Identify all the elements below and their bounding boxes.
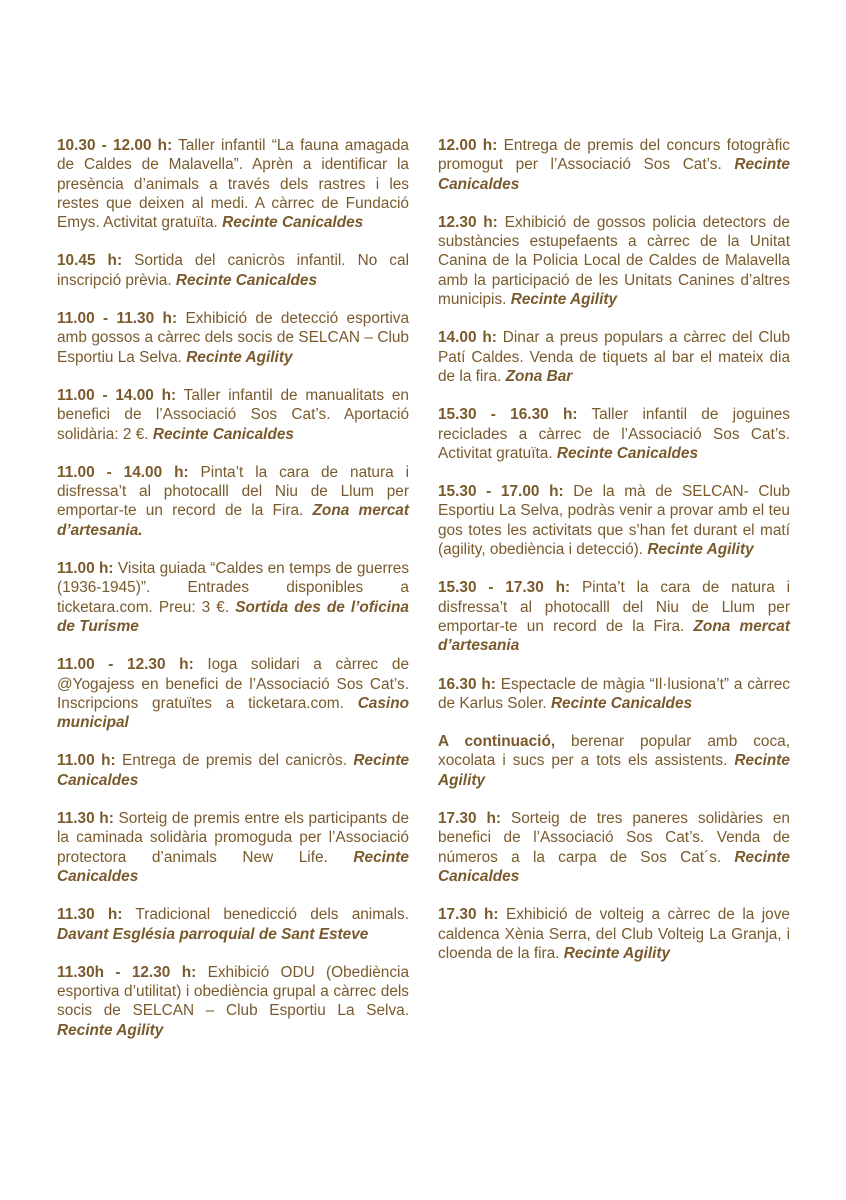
entry-description: Entrega de premis del concurs fotogràfic promogut per l’Associació Sos Cat’s. (438, 137, 790, 174)
entry-location: Recinte Agility (438, 752, 790, 789)
schedule-entry (57, 905, 409, 944)
entry-time: A continuació, (438, 733, 556, 751)
entry-description: Taller infantil de manualitats en benefici de l’Associació Sos Cat’s. Aportació solidària: 2 €. (57, 386, 409, 443)
entry-description: Espectacle de màgia “Il·lusiona’t” a càrrec de Karlus Soler. (438, 675, 790, 712)
schedule-entry (57, 463, 409, 540)
entry-time: 11.30 h: (57, 906, 123, 924)
entry-description: Exhibició de detecció esportiva amb gossos a càrrec dels socis de SELCAN – Club Esportiu La Selva. (57, 310, 410, 366)
entry-description: Sorteig de tres paneres solidàries en benefici de l’Associació Sos Cat’s. Venda de números a la carpa de Sos Cat´s. (438, 810, 790, 866)
entry-time: 11.30 h: (57, 810, 114, 828)
schedule-entry (438, 136, 790, 194)
entry-location: Davant Església parroquial de Sant Esteve (57, 925, 369, 943)
schedule-entry (438, 809, 790, 886)
entry-description: berenar popular amb coca, xocolata i sucs per a tots els assistents. (438, 733, 790, 770)
entry-description: Tradicional benedicció dels animals. (122, 906, 410, 924)
schedule-entry (438, 732, 790, 790)
entry-location: Sortida des de l’oficina de Turisme (57, 598, 409, 635)
entry-location: Recinte Canicaldes (438, 156, 790, 193)
entry-description: De la mà de SELCAN- Club Esportiu La Selva, podràs venir a provar amb el teu gos totes les activitats que s’han fet durant el matí (agility, obediència i detecció). (438, 483, 791, 559)
schedule-entry (438, 213, 790, 309)
entry-location: Zona mercat d’artesania. (57, 502, 409, 539)
entry-location: Recinte Canicaldes (550, 694, 693, 712)
entry-location: Recinte Agility (510, 291, 618, 309)
entry-time: 15.30 - 16.30 h: (438, 406, 578, 424)
right-column (438, 136, 790, 982)
entry-time: 16.30 h: (438, 675, 496, 693)
entry-location: Recinte Canicaldes (222, 214, 364, 232)
left-column (57, 136, 409, 1059)
entry-time: 11.00 h: (57, 560, 114, 578)
entry-location: Zona Bar (505, 367, 573, 385)
entry-time: 11.00 h: (57, 752, 116, 770)
entry-description: Ioga solidari a càrrec de @Yogajess en benefici de l’Associació Sos Cat’s. Inscripcions gratuïtes a ticketara.com. (57, 656, 409, 712)
entry-description: Entrega de premis del canicròs. (115, 752, 354, 770)
schedule-entry (57, 251, 409, 290)
entry-time: 11.00 - 11.30 h: (57, 310, 178, 328)
entry-location: Recinte Canicaldes (57, 752, 410, 789)
entry-time: 10.45 h: (57, 252, 123, 270)
entry-location: Recinte Canicaldes (438, 848, 790, 885)
entry-location: Recinte Agility (57, 1021, 164, 1039)
entry-location: Recinte Canicaldes (152, 425, 294, 443)
entry-location: Recinte Canicaldes (175, 271, 318, 289)
entry-description: Pinta’t la cara de natura i disfressa’t al photocalll del Niu de Llum per emportar-te un record de la Fira. (438, 579, 791, 635)
entry-description: Sortida del canicròs infantil. No cal inscripció prèvia. (57, 252, 409, 289)
entry-description: Sorteig de premis entre els participants de la caminada solidària promoguda per l’Associació protectora d’animals New Life. (57, 810, 410, 866)
schedule-entry (57, 309, 409, 367)
entry-location: Recinte Agility (563, 944, 671, 962)
entry-time: 14.00 h: (438, 329, 497, 347)
schedule-entry (57, 655, 409, 732)
schedule-entry (57, 559, 409, 636)
entry-time: 12.00 h: (438, 137, 498, 154)
entry-location: Recinte Canicaldes (556, 444, 699, 462)
entry-location: Recinte Canicaldes (57, 848, 409, 885)
schedule-entry (438, 405, 790, 463)
schedule-entry (438, 328, 790, 386)
entry-description: Pinta’t la cara de natura i disfressa’t al photocalll del Niu de Llum per emportar-te un record de la Fira. (57, 463, 409, 520)
entry-location: Casino municipal (57, 694, 409, 732)
schedule-entry (438, 482, 790, 559)
schedule-entry (57, 751, 409, 790)
entry-time: 10.30 - 12.00 h: (57, 137, 173, 154)
entry-time: 15.30 - 17.00 h: (438, 483, 564, 501)
schedule-entry (57, 136, 409, 232)
entry-location: Recinte Agility (647, 541, 754, 559)
entry-time: 17.30 h: (438, 810, 501, 828)
entry-description: Taller infantil “La fauna amagada de Caldes de Malavella”. Aprèn a identificar la presència d’animals a través dels rastres i les restes que deixen al medi. A càrrec de Fundació Emys. Activitat gratuïta. (57, 137, 409, 232)
entry-time: 11.30h - 12.30 h: (57, 963, 197, 981)
schedule-entry (438, 578, 790, 655)
entry-description: Taller infantil de joguines reciclades a càrrec de l’Associació Sos Cat’s. Activitat gratuïta. (438, 406, 790, 462)
schedule-entry (438, 905, 790, 963)
schedule-entry (57, 963, 409, 1040)
entry-location: Recinte Agility (186, 348, 293, 366)
entry-time: 11.00 - 14.00 h: (57, 463, 189, 481)
entry-time: 11.00 - 14.00 h: (57, 386, 177, 404)
entry-time: 11.00 - 12.30 h: (57, 656, 194, 674)
entry-description: Dinar a preus populars a càrrec del Club Patí Caldes. Venda de tiquets al bar el mateix dia de la fira. (438, 329, 790, 385)
entry-time: 15.30 - 17.30 h: (438, 579, 571, 597)
entry-description: Visita guiada “Caldes en temps de guerres (1936-1945)”. Entrades disponibles a ticketara.com. Preu: 3 €. (57, 560, 410, 616)
entry-location: Zona mercat d’artesania (438, 617, 790, 655)
entry-time: 17.30 h: (438, 906, 499, 924)
entry-description: Exhibició ODU (Obediència esportiva d’utilitat) i obediència grupal a càrrec dels socis de SELCAN – Club Esportiu La Selva. (57, 963, 410, 1020)
schedule-entry (57, 809, 409, 886)
entry-description: Exhibició de gossos policia detectors de substàncies estupefaents a càrrec de la Unitat Canina de la Policia Local de Caldes de Malavella amb la participació de les Unitats Canines d’altres municipis. (438, 213, 790, 309)
schedule-entry (57, 386, 409, 444)
schedule-entry (438, 675, 790, 714)
entry-description: Exhibició de volteig a càrrec de la jove caldenca Xènia Serra, del Club Volteig La Granja, i cloenda de la fira. (438, 906, 790, 962)
entry-time: 12.30 h: (438, 213, 498, 231)
